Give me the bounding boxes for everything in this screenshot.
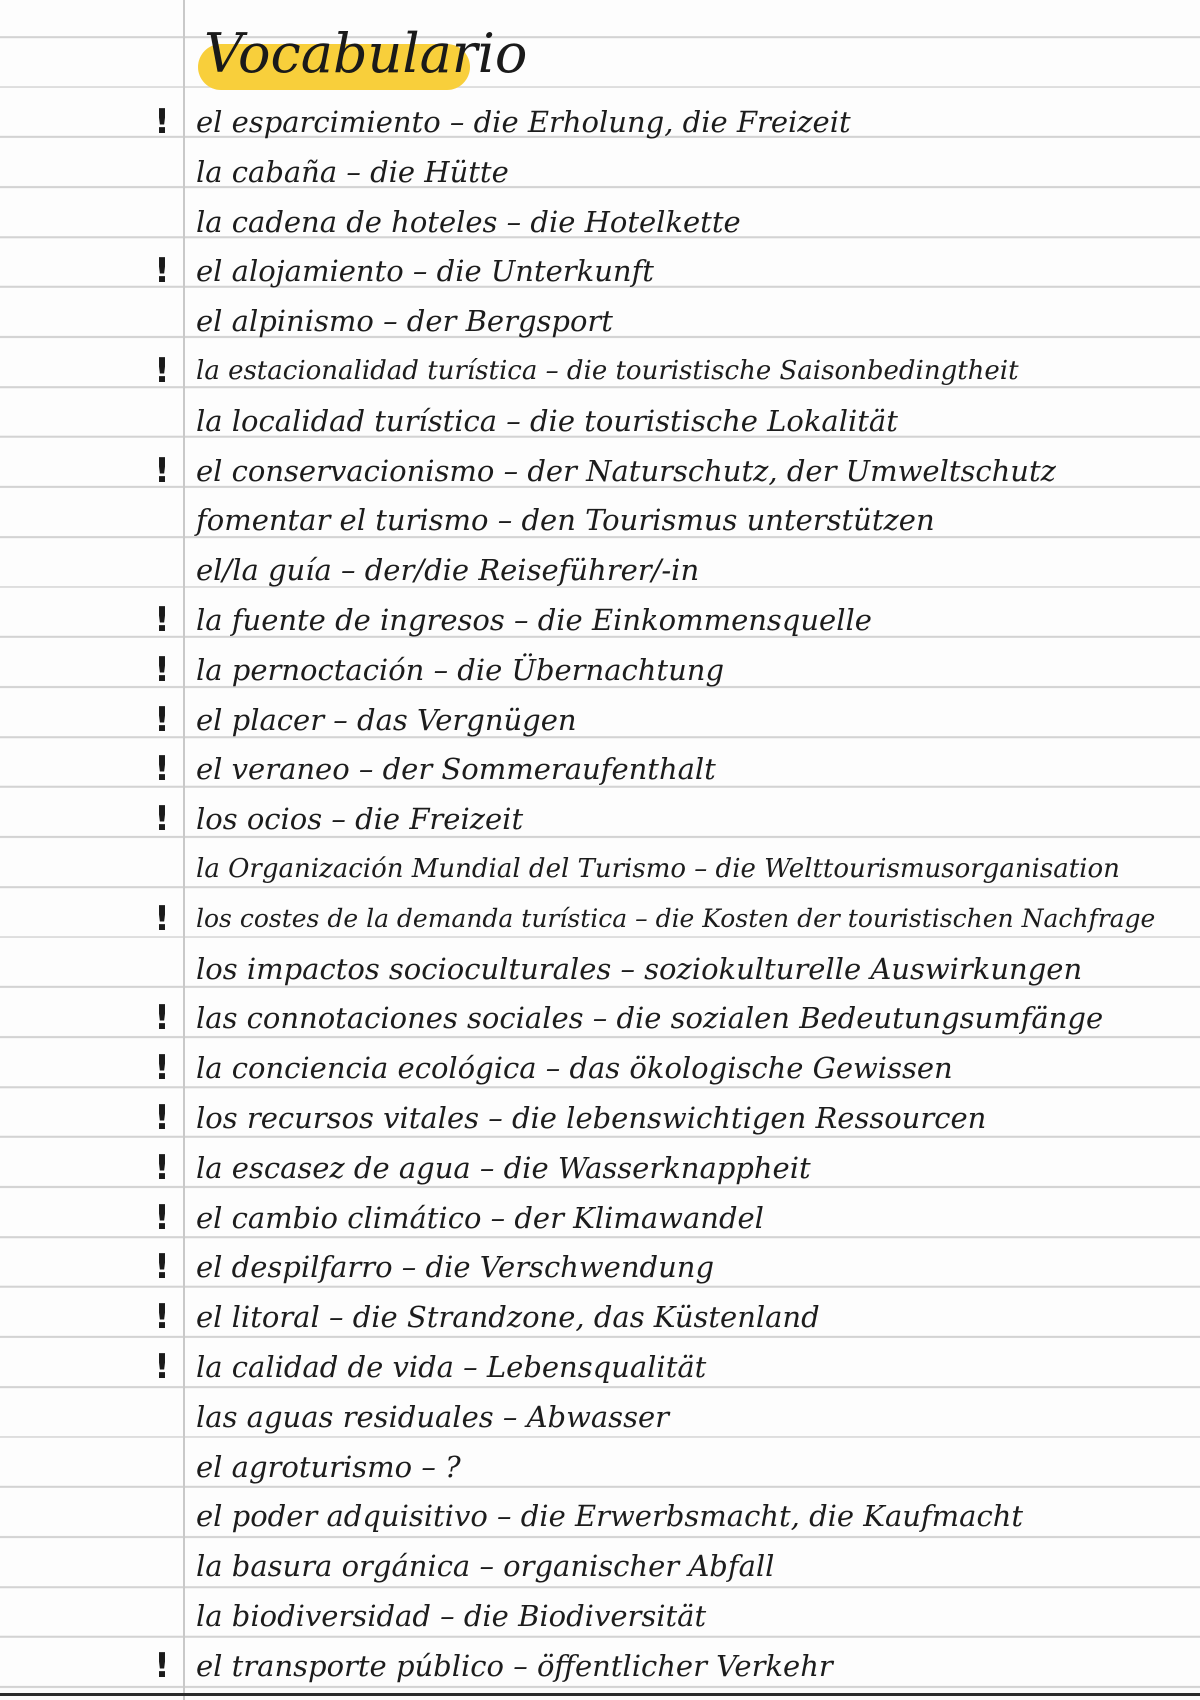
vocab-entry <box>0 1542 1200 1592</box>
spanish-term: el transporte público <box>196 1648 504 1683</box>
vocab-entry <box>0 945 1200 995</box>
important-mark: ! <box>154 649 170 690</box>
german-translation: die Strandzone, das Küstenland <box>352 1300 820 1335</box>
vocab-text <box>196 1642 833 1690</box>
spanish-term: el litoral <box>196 1300 320 1335</box>
dash-separator <box>424 653 457 687</box>
vocab-entry <box>0 98 1200 148</box>
vocabulary-list <box>0 98 1200 1692</box>
vocab-text <box>196 247 654 295</box>
vocab-text <box>196 1243 714 1291</box>
german-translation: die Übernachtung <box>457 652 725 687</box>
vocab-entry <box>0 745 1200 795</box>
vocab-text <box>196 994 1103 1042</box>
spanish-term: fomentar el turismo <box>196 503 489 538</box>
spanish-term: la Organización Mundial del Turismo <box>196 853 687 884</box>
dash-separator <box>320 1300 353 1334</box>
german-translation: die Einkommensquelle <box>537 602 872 637</box>
vocab-entry <box>0 845 1200 895</box>
german-translation: Lebensqualität <box>486 1349 707 1384</box>
german-translation: die Wasserknappheit <box>503 1150 811 1185</box>
vocab-text <box>196 1492 1023 1540</box>
dash-separator <box>350 752 383 786</box>
vocab-text <box>196 646 724 694</box>
important-mark: ! <box>154 599 170 640</box>
german-translation: die sozialen Bedeutungsumfänge <box>616 1001 1104 1036</box>
vocab-text <box>196 148 509 196</box>
vocab-text <box>196 447 1056 495</box>
dash-separator <box>374 304 407 338</box>
german-translation: die Hotelkette <box>530 204 741 239</box>
important-mark: ! <box>154 1645 170 1686</box>
vocab-entry <box>0 447 1200 497</box>
dash-separator <box>627 904 655 933</box>
vocab-text <box>196 198 741 246</box>
spanish-term: las connotaciones sociales <box>196 1001 584 1036</box>
dash-separator <box>393 1250 426 1284</box>
spanish-term: el/la guía <box>196 553 332 588</box>
spanish-term: la localidad turística <box>196 403 498 438</box>
bottom-rule <box>0 1693 1200 1696</box>
spanish-term: el alojamiento <box>196 254 404 289</box>
important-mark: ! <box>154 1247 170 1288</box>
dash-separator <box>611 952 644 986</box>
vocab-entry <box>0 148 1200 198</box>
vocab-entry <box>0 1592 1200 1642</box>
dash-separator <box>497 205 530 239</box>
vocab-entry <box>0 397 1200 447</box>
vocab-entry <box>0 247 1200 297</box>
important-mark: ! <box>154 251 170 292</box>
dash-separator <box>322 802 355 836</box>
vocab-entry <box>0 1293 1200 1343</box>
important-mark: ! <box>154 749 170 790</box>
vocab-text <box>196 1542 774 1590</box>
vocab-text <box>196 1443 461 1491</box>
german-translation: die lebenswichtigen Ressourcen <box>511 1100 987 1135</box>
vocab-text <box>196 1343 706 1391</box>
vocab-entry <box>0 1044 1200 1094</box>
spanish-term: los costes de la demanda turística <box>196 903 628 933</box>
vocab-entry <box>0 795 1200 845</box>
vocab-entry <box>0 1094 1200 1144</box>
spanish-term: la calidad de vida <box>196 1349 454 1384</box>
dash-separator <box>337 155 370 189</box>
german-translation: der/die Reiseführer/-in <box>364 553 700 588</box>
vocab-text <box>196 1094 986 1142</box>
dash-separator <box>488 1499 521 1533</box>
vocab-text <box>196 895 1155 943</box>
spanish-term: el esparcimiento <box>196 105 441 139</box>
dash-separator <box>471 1151 504 1185</box>
vocab-text <box>196 845 1120 893</box>
vocab-entry <box>0 994 1200 1044</box>
dash-separator <box>489 503 522 537</box>
important-mark: ! <box>154 1197 170 1238</box>
vocab-entry <box>0 1243 1200 1293</box>
spanish-term: la cabaña <box>196 154 338 189</box>
vocab-entry <box>0 646 1200 696</box>
german-translation: das ökologische Gewissen <box>569 1051 953 1086</box>
spanish-term: la escasez de agua <box>196 1150 471 1185</box>
vocab-text <box>196 1144 811 1192</box>
german-translation: der Naturschutz, der Umweltschutz <box>527 453 1056 488</box>
spanish-term: los ocios <box>196 802 323 837</box>
vocab-entry <box>0 1194 1200 1244</box>
german-translation: die Welttourismusorganisation <box>715 853 1120 884</box>
dash-separator <box>497 404 530 438</box>
german-translation: die Kosten der touristischen Nachfrage <box>655 903 1156 933</box>
vocab-entry <box>0 496 1200 546</box>
vocab-text <box>196 795 523 843</box>
dash-separator <box>686 854 716 884</box>
vocab-text <box>196 1044 953 1092</box>
important-mark: ! <box>154 1097 170 1138</box>
german-translation: der Bergsport <box>406 304 613 339</box>
vocab-text <box>196 745 716 793</box>
dash-separator <box>494 454 527 488</box>
important-mark: ! <box>154 102 170 142</box>
german-translation: die Erwerbsmacht, die Kaufmacht <box>520 1499 1024 1534</box>
dash-separator <box>505 603 538 637</box>
spanish-term: el conservacionismo <box>196 453 495 488</box>
dash-separator <box>537 1051 570 1085</box>
dash-separator <box>404 254 437 288</box>
dash-separator <box>332 553 365 587</box>
spanish-term: la fuente de ingresos <box>196 602 505 637</box>
spanish-term: las aguas residuales <box>196 1399 494 1434</box>
german-translation: öffentlicher Verkehr <box>536 1648 833 1683</box>
spanish-term: el poder adquisitivo <box>196 1499 488 1534</box>
spanish-term: la conciencia ecológica <box>196 1051 537 1086</box>
dash-separator <box>479 1101 512 1135</box>
german-translation: die touristische Saisonbedingtheit <box>566 355 1019 386</box>
german-translation: das Vergnügen <box>357 702 577 737</box>
german-translation: die Erholung, die Freizeit <box>473 105 851 139</box>
german-translation: die Verschwendung <box>425 1250 715 1285</box>
vocab-text <box>196 696 577 744</box>
spanish-term: el veraneo <box>196 752 350 787</box>
german-translation: ? <box>445 1449 461 1484</box>
important-mark: ! <box>154 450 170 491</box>
german-translation: die Freizeit <box>355 802 524 837</box>
vocab-entry <box>0 1144 1200 1194</box>
important-mark: ! <box>154 1048 170 1089</box>
german-translation: der Klimawandel <box>514 1200 764 1235</box>
vocab-text <box>196 546 699 594</box>
german-translation: Abwasser <box>526 1399 669 1434</box>
spanish-term: los recursos vitales <box>196 1100 480 1135</box>
vocab-entry <box>0 297 1200 347</box>
vocab-text <box>196 596 872 644</box>
german-translation: der Sommeraufenthalt <box>382 752 716 787</box>
important-mark: ! <box>154 350 170 391</box>
german-translation: die Unterkunft <box>436 254 654 289</box>
german-translation: die Biodiversität <box>463 1598 707 1633</box>
vocab-entry <box>0 347 1200 397</box>
dash-separator <box>412 1450 445 1484</box>
vocab-entry <box>0 696 1200 746</box>
vocab-entry <box>0 596 1200 646</box>
dash-separator <box>494 1400 527 1434</box>
vocab-text <box>196 1293 820 1341</box>
spanish-term: la biodiversidad <box>196 1598 431 1633</box>
vocab-text <box>196 945 1082 993</box>
spanish-term: el despilfarro <box>196 1250 393 1285</box>
spanish-term: el placer <box>196 702 325 737</box>
vocab-text <box>196 98 851 146</box>
vocab-entry <box>0 1443 1200 1493</box>
vocab-entry <box>0 198 1200 248</box>
german-translation: die touristische Lokalität <box>529 403 898 438</box>
vocab-text <box>196 397 898 445</box>
vocab-entry <box>0 1393 1200 1443</box>
page-title: Vocabulario <box>204 22 528 85</box>
spanish-term: la estacionalidad turística <box>196 355 538 386</box>
german-translation: die Hütte <box>370 154 509 189</box>
dash-separator <box>504 1649 537 1683</box>
dash-separator <box>431 1599 464 1633</box>
spanish-term: los impactos socioculturales <box>196 951 612 986</box>
vocab-entry <box>0 546 1200 596</box>
spanish-term: el alpinismo <box>196 304 374 339</box>
title-block <box>196 14 527 94</box>
vocab-text <box>196 496 935 544</box>
dash-separator <box>584 1001 617 1035</box>
important-mark: ! <box>154 1297 170 1338</box>
spanish-term: la cadena de hoteles <box>196 204 498 239</box>
spanish-term: el agroturismo <box>196 1449 413 1484</box>
important-mark: ! <box>154 699 170 740</box>
vocab-text <box>196 297 613 345</box>
important-mark: ! <box>154 1147 170 1188</box>
german-translation: soziokulturelle Auswirkungen <box>644 951 1083 986</box>
dash-separator <box>481 1201 514 1235</box>
vocab-entry <box>0 1642 1200 1692</box>
important-mark: ! <box>154 998 170 1039</box>
vocab-entry <box>0 895 1200 945</box>
vocab-entry <box>0 1343 1200 1393</box>
german-translation: den Tourismus unterstützen <box>521 503 935 538</box>
dash-separator <box>470 1549 503 1583</box>
dash-separator <box>454 1350 487 1384</box>
spanish-term: la pernoctación <box>196 652 425 687</box>
spanish-term: el cambio climático <box>196 1200 482 1235</box>
vocab-text <box>196 1393 669 1441</box>
important-mark: ! <box>154 799 170 840</box>
dash-separator <box>324 703 357 737</box>
vocab-text <box>196 1194 764 1242</box>
important-mark: ! <box>154 1346 170 1387</box>
dash-separator <box>441 105 474 139</box>
vocab-text <box>196 347 1019 395</box>
german-translation: organischer Abfall <box>503 1549 775 1584</box>
important-mark: ! <box>154 898 170 939</box>
dash-separator <box>537 356 567 386</box>
vocab-entry <box>0 1492 1200 1542</box>
spanish-term: la basura orgánica <box>196 1549 471 1584</box>
vocab-text <box>196 1592 706 1640</box>
